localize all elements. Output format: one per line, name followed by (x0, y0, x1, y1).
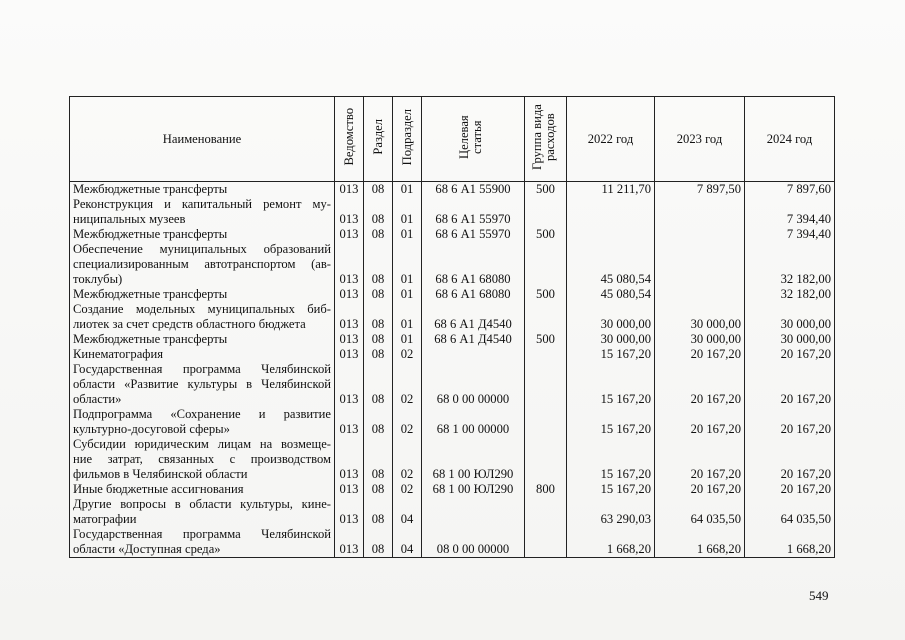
row-value-2023 (655, 227, 745, 242)
row-name (70, 242, 335, 287)
row-razdel: 08 (364, 362, 393, 407)
row-name-line: Подпрограмма «Сохранение и развитие (73, 407, 331, 421)
row-value-2022: 45 080,54 (567, 287, 655, 302)
row-name-line: токлубы) (73, 272, 123, 286)
row-name-line: области» (73, 392, 122, 406)
row-name-line: специализированным автотранспортом (ав- (73, 257, 331, 271)
header-gruppa-vida-rashodov: Группа вида расходов (525, 97, 567, 182)
row-vedomstvo: 013 (335, 497, 364, 527)
row-value-2022 (567, 227, 655, 242)
row-vedomstvo: 013 (335, 527, 364, 558)
row-name-line: области «Доступная среда» (73, 542, 221, 556)
header-vedomstvo: Ведомство (335, 97, 364, 182)
row-value-2024: 20 167,20 (745, 362, 835, 407)
row-gruppa (525, 497, 567, 527)
row-value-2023: 20 167,20 (655, 437, 745, 482)
row-name-line: фильмов в Челябинской области (73, 467, 248, 481)
row-celevaya-statya: 68 1 00 ЮЛ290 (422, 482, 525, 497)
row-podrazdel: 01 (393, 182, 422, 198)
row-celevaya-statya: 08 0 00 00000 (422, 527, 525, 558)
row-podrazdel: 02 (393, 362, 422, 407)
row-celevaya-statya: 68 6 А1 Д4540 (422, 302, 525, 332)
row-value-2023: 20 167,20 (655, 362, 745, 407)
table-row (70, 182, 835, 198)
header-2024: 2024 год (745, 97, 835, 182)
row-value-2023: 30 000,00 (655, 332, 745, 347)
table-row (70, 362, 835, 407)
row-vedomstvo: 013 (335, 227, 364, 242)
row-razdel: 08 (364, 332, 393, 347)
table-row (70, 482, 835, 497)
row-value-2024: 20 167,20 (745, 482, 835, 497)
header-2023: 2023 год (655, 97, 745, 182)
row-value-2024: 20 167,20 (745, 407, 835, 437)
header-2022: 2022 год (567, 97, 655, 182)
row-value-2022: 15 167,20 (567, 437, 655, 482)
table-row (70, 347, 835, 362)
row-gruppa (525, 527, 567, 558)
row-vedomstvo: 013 (335, 407, 364, 437)
budget-table (69, 96, 835, 558)
row-gruppa: 500 (525, 287, 567, 302)
header-podrazdel: Подраздел (393, 97, 422, 182)
row-value-2024: 32 182,00 (745, 242, 835, 287)
row-name (70, 362, 335, 407)
row-vedomstvo: 013 (335, 482, 364, 497)
row-name (70, 497, 335, 527)
row-name-line: Кинематография (73, 347, 163, 361)
row-celevaya-statya: 68 6 А1 55900 (422, 182, 525, 198)
row-podrazdel: 02 (393, 482, 422, 497)
row-vedomstvo: 013 (335, 197, 364, 227)
row-value-2022: 1 668,20 (567, 527, 655, 558)
row-podrazdel: 01 (393, 302, 422, 332)
page-number: 549 (809, 588, 829, 603)
row-value-2024: 20 167,20 (745, 437, 835, 482)
row-value-2022 (567, 197, 655, 227)
row-podrazdel: 02 (393, 407, 422, 437)
row-name-line: ние затрат, связанных с производством (73, 452, 331, 466)
row-value-2024: 30 000,00 (745, 302, 835, 332)
row-vedomstvo: 013 (335, 302, 364, 332)
row-gruppa (525, 347, 567, 362)
header-name: Наименование (70, 97, 335, 182)
row-celevaya-statya: 68 6 А1 68080 (422, 287, 525, 302)
row-value-2024: 7 394,40 (745, 197, 835, 227)
row-value-2022: 15 167,20 (567, 362, 655, 407)
row-value-2024: 7 897,60 (745, 182, 835, 198)
row-name-line: культурно-досуговой сферы» (73, 422, 230, 436)
row-value-2023: 1 668,20 (655, 527, 745, 558)
row-value-2024: 1 668,20 (745, 527, 835, 558)
row-value-2023: 64 035,50 (655, 497, 745, 527)
row-value-2024: 20 167,20 (745, 347, 835, 362)
row-celevaya-statya: 68 6 А1 Д4540 (422, 332, 525, 347)
row-razdel: 08 (364, 347, 393, 362)
row-podrazdel: 01 (393, 242, 422, 287)
row-razdel: 08 (364, 437, 393, 482)
row-name-line: Межбюджетные трансферты (73, 332, 228, 346)
row-razdel: 08 (364, 227, 393, 242)
row-name (70, 482, 335, 497)
row-value-2022: 63 290,03 (567, 497, 655, 527)
row-celevaya-statya: 68 1 00 ЮЛ290 (422, 437, 525, 482)
row-name-line: Межбюджетные трансферты (73, 227, 228, 241)
row-celevaya-statya: 68 6 А1 68080 (422, 242, 525, 287)
row-name-line: Субсидии юридическим лицам на возмеще- (73, 437, 331, 451)
row-celevaya-statya: 68 6 А1 55970 (422, 227, 525, 242)
row-name-line: Другие вопросы в области культуры, кине- (73, 497, 331, 511)
row-name-line: Межбюджетные трансферты (73, 182, 228, 196)
header-celevaya-statya: Целевая статья (422, 97, 525, 182)
row-name-line: Государственная программа Челябинской (73, 527, 331, 541)
row-value-2023 (655, 197, 745, 227)
row-name-line: лиотек за счет средств областного бюджета (73, 317, 306, 331)
row-name-line: Реконструкция и капитальный ремонт му- (73, 197, 331, 211)
row-value-2024: 7 394,40 (745, 227, 835, 242)
row-value-2023: 20 167,20 (655, 347, 745, 362)
table-row (70, 332, 835, 347)
row-podrazdel: 02 (393, 437, 422, 482)
row-gruppa (525, 302, 567, 332)
row-value-2024: 30 000,00 (745, 332, 835, 347)
row-vedomstvo: 013 (335, 287, 364, 302)
row-gruppa (525, 242, 567, 287)
row-gruppa: 800 (525, 482, 567, 497)
row-value-2022: 11 211,70 (567, 182, 655, 198)
table-row (70, 437, 835, 482)
row-razdel: 08 (364, 497, 393, 527)
row-value-2023: 20 167,20 (655, 482, 745, 497)
row-podrazdel: 04 (393, 497, 422, 527)
row-name-line: ниципальных музеев (73, 212, 186, 226)
row-celevaya-statya: 68 6 А1 55970 (422, 197, 525, 227)
row-name-line: Обеспечение муниципальных образований (73, 242, 331, 256)
table-row (70, 497, 835, 527)
row-gruppa (525, 437, 567, 482)
row-value-2024: 32 182,00 (745, 287, 835, 302)
row-value-2023 (655, 287, 745, 302)
row-name (70, 407, 335, 437)
row-podrazdel: 02 (393, 347, 422, 362)
row-name (70, 182, 335, 198)
row-name (70, 527, 335, 558)
row-vedomstvo: 013 (335, 242, 364, 287)
row-podrazdel: 01 (393, 287, 422, 302)
row-razdel: 08 (364, 197, 393, 227)
row-gruppa: 500 (525, 227, 567, 242)
table-row (70, 287, 835, 302)
row-value-2022: 15 167,20 (567, 482, 655, 497)
row-razdel: 08 (364, 407, 393, 437)
row-razdel: 08 (364, 302, 393, 332)
row-value-2023: 30 000,00 (655, 302, 745, 332)
table-body (70, 182, 835, 558)
row-value-2022: 30 000,00 (567, 332, 655, 347)
row-value-2023: 20 167,20 (655, 407, 745, 437)
row-name (70, 197, 335, 227)
row-value-2022: 30 000,00 (567, 302, 655, 332)
row-celevaya-statya (422, 347, 525, 362)
row-celevaya-statya (422, 497, 525, 527)
row-vedomstvo: 013 (335, 437, 364, 482)
header-razdel: Раздел (364, 97, 393, 182)
row-gruppa (525, 197, 567, 227)
table-row (70, 407, 835, 437)
row-podrazdel: 01 (393, 197, 422, 227)
row-value-2022: 15 167,20 (567, 347, 655, 362)
row-vedomstvo: 013 (335, 347, 364, 362)
table-row (70, 197, 835, 227)
row-name (70, 437, 335, 482)
row-name (70, 302, 335, 332)
row-value-2024: 64 035,50 (745, 497, 835, 527)
row-gruppa: 500 (525, 332, 567, 347)
row-value-2022: 15 167,20 (567, 407, 655, 437)
table-header-row (70, 97, 835, 182)
row-name (70, 332, 335, 347)
row-podrazdel: 01 (393, 332, 422, 347)
row-name-line: Создание модельных муниципальных биб- (73, 302, 331, 316)
row-podrazdel: 04 (393, 527, 422, 558)
row-value-2023 (655, 242, 745, 287)
row-name-line: Государственная программа Челябинской (73, 362, 331, 376)
row-celevaya-statya: 68 0 00 00000 (422, 362, 525, 407)
row-name (70, 287, 335, 302)
row-celevaya-statya: 68 1 00 00000 (422, 407, 525, 437)
row-podrazdel: 01 (393, 227, 422, 242)
row-vedomstvo: 013 (335, 332, 364, 347)
row-vedomstvo: 013 (335, 182, 364, 198)
row-name (70, 347, 335, 362)
row-razdel: 08 (364, 482, 393, 497)
table-row (70, 242, 835, 287)
row-gruppa: 500 (525, 182, 567, 198)
row-name (70, 227, 335, 242)
row-name-line: Иные бюджетные ассигнования (73, 482, 244, 496)
table-row (70, 302, 835, 332)
row-value-2023: 7 897,50 (655, 182, 745, 198)
row-razdel: 08 (364, 182, 393, 198)
row-razdel: 08 (364, 287, 393, 302)
row-gruppa (525, 362, 567, 407)
row-gruppa (525, 407, 567, 437)
table-row (70, 227, 835, 242)
row-value-2022: 45 080,54 (567, 242, 655, 287)
row-razdel: 08 (364, 242, 393, 287)
row-razdel: 08 (364, 527, 393, 558)
row-name-line: матографии (73, 512, 137, 526)
row-name-line: области «Развитие культуры в Челябинской (73, 377, 331, 391)
table-row (70, 527, 835, 558)
row-name-line: Межбюджетные трансферты (73, 287, 228, 301)
row-vedomstvo: 013 (335, 362, 364, 407)
